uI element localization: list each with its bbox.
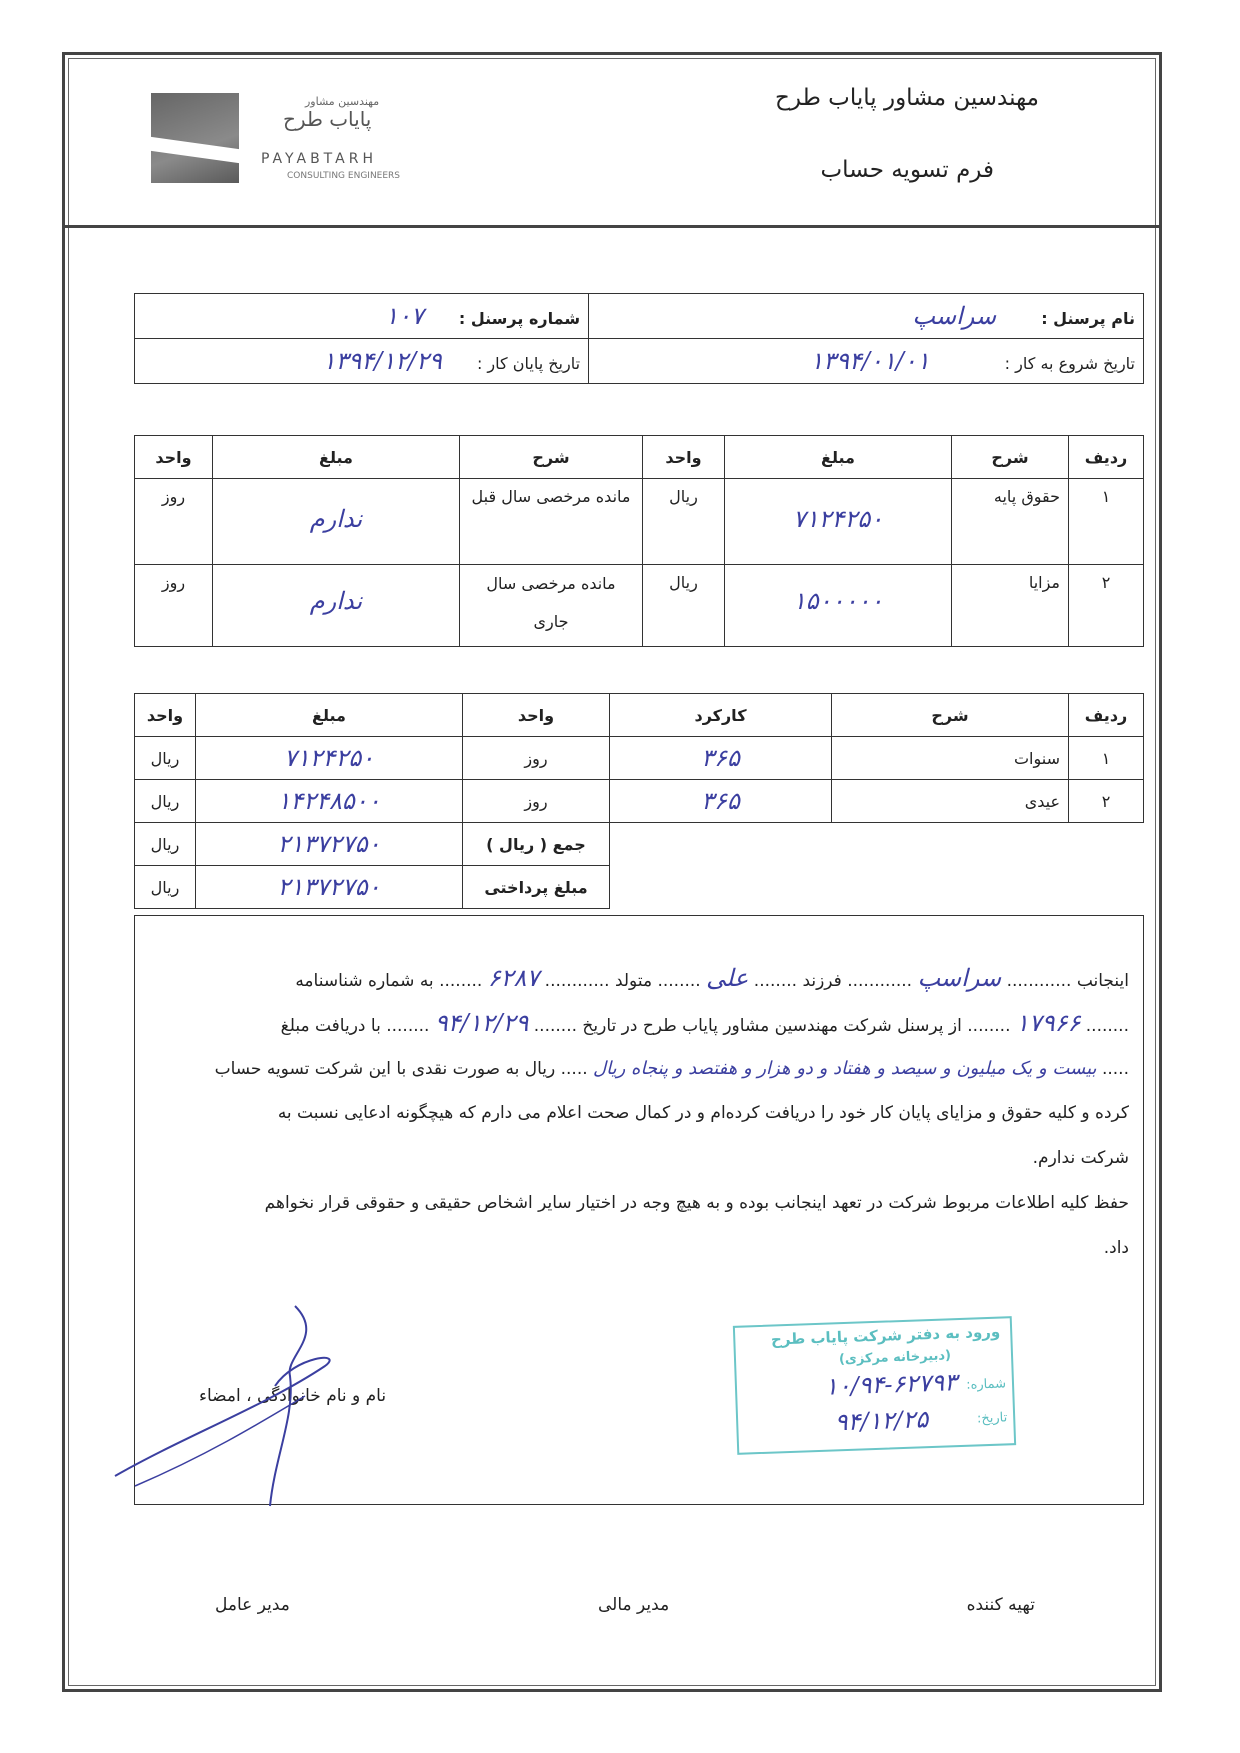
- row-amount2: ندارم: [309, 505, 363, 533]
- birth-cert-no: ۶۲۸۷: [487, 964, 540, 992]
- col-header: شرح: [952, 436, 1069, 479]
- personnel-no-value: ۱۰۷: [385, 302, 424, 330]
- statement-box: [134, 915, 1144, 1505]
- row-unit2: ریال: [135, 780, 196, 823]
- personnel-no-label: شماره پرسنل :: [458, 309, 581, 328]
- statement-line-2: ........ ۱۷۹۶۶ ........ از پرسنل شرکت مهندسین مشاور پایاب طرح در تاریخ ........ ۹۴/۱۲/۲۹ ........ با دریافت مبلغ: [280, 1009, 1129, 1037]
- signature-icon: [95, 1296, 435, 1516]
- row-amount: ۷۱۲۴۲۵۰: [196, 737, 463, 780]
- salary-leave-table: [134, 435, 1144, 647]
- row-desc2: مانده مرخصی سال قبل: [460, 479, 643, 565]
- row-number: ۲: [1069, 780, 1144, 823]
- stamp-line-2: (دبیرخانه مرکزی): [838, 1348, 952, 1368]
- table-row: [135, 780, 1144, 823]
- signature-label: نام و نام خانوادگی ، امضاء: [199, 1386, 387, 1406]
- text: ریال به صورت نقدی با این شرکت تسویه حساب: [214, 1059, 556, 1079]
- name-value: سراسپ: [912, 302, 997, 330]
- logo-fa-small: مهندسین مشاور: [305, 95, 380, 108]
- col-header: واحد: [135, 436, 213, 479]
- col-header: ردیف: [1069, 694, 1144, 737]
- payment-unit: ریال: [135, 866, 196, 909]
- statement-line-5: شرکت ندارم.: [1032, 1148, 1129, 1168]
- text: فرزند: [802, 971, 842, 991]
- statement-line-3: ..... بیست و یک میلیون و سیصد و هفتاد و دو هزار و هفتصد و پنجاه ریال ..... ریال به صورت نقدی با این شرکت تسویه حساب: [214, 1058, 1129, 1079]
- col-header: مبلغ: [196, 694, 463, 737]
- statement-line-7: داد.: [1103, 1238, 1129, 1258]
- stamp-number-value: ۱۰/۹۴-۶۲۷۹۳: [824, 1368, 958, 1401]
- statement-line-4: کرده و کلیه حقوق و مزایای پایان کار خود را دریافت کرده‌ام و در کمال صحت اعلام می دارم که هیچگونه ادعایی نسبت به: [277, 1103, 1129, 1123]
- personnel-info-table: [134, 293, 1144, 384]
- text: با دریافت مبلغ: [280, 1016, 381, 1036]
- row-unit: روز: [463, 737, 610, 780]
- row-work: ۳۶۵: [610, 780, 832, 823]
- row-unit: روز: [463, 780, 610, 823]
- row-number: ۱: [1069, 737, 1144, 780]
- text: اینجانب: [1076, 971, 1129, 991]
- col-header: واحد: [643, 436, 725, 479]
- payment-row: [135, 866, 1144, 909]
- table-row: [135, 565, 1144, 647]
- row-amount2: ندارم: [309, 587, 363, 615]
- col-header: مبلغ: [213, 436, 460, 479]
- start-date-value: ۱۳۹۴/۰۱/۰۱: [810, 347, 930, 375]
- statement-line-1: اینجانب ............ سراسپ ............ فرزند ........ علی ........ متولد ............ ۶۲۸۷ ........ به شماره شناسنامه: [295, 964, 1129, 992]
- amount-in-words: بیست و یک میلیون و سیصد و هفتاد و دو هزار و هفتصد و پنجاه ریال: [593, 1058, 1097, 1079]
- col-header: ردیف: [1069, 436, 1144, 479]
- row-desc: عیدی: [832, 780, 1069, 823]
- col-header: واحد: [463, 694, 610, 737]
- statement-line-6: حفظ کلیه اطلاعات مربوط شرکت در تعهد اینجانب بوده و به هیچ وجه در اختیار سایر اشخاص حقیقی و حقوقی قرار نخواهم: [264, 1193, 1129, 1213]
- form-header: [65, 55, 1159, 228]
- row-work: ۳۶۵: [610, 737, 832, 780]
- id-number: ۱۷۹۶۶: [1015, 1009, 1081, 1037]
- sum-value: ۲۱۳۷۲۷۵۰: [196, 823, 463, 866]
- secretariat-stamp: [733, 1316, 1016, 1455]
- row-number: ۱: [1069, 479, 1144, 565]
- row-amount: ۷۱۲۴۲۵۰: [792, 505, 884, 533]
- col-header: واحد: [135, 694, 196, 737]
- text: متولد: [614, 971, 653, 991]
- row-unit2: ریال: [135, 737, 196, 780]
- row-number: ۲: [1069, 565, 1144, 647]
- row-desc2: مانده مرخصی سال جاری: [460, 565, 643, 647]
- logo-fa: پایاب طرح: [283, 107, 372, 131]
- form-title: فرم تسویه حساب: [820, 157, 994, 183]
- table-row: [135, 737, 1144, 780]
- stamp-number-label: شماره:: [965, 1376, 1007, 1393]
- row-amount: ۱۴۲۴۸۵۰۰: [196, 780, 463, 823]
- col-header: مبلغ: [725, 436, 952, 479]
- ceo: مدیر عامل: [215, 1595, 290, 1615]
- text: از پرسنل شرکت مهندسین مشاور پایاب طرح در تاریخ: [582, 1016, 962, 1036]
- payment-label: مبلغ پرداختی: [463, 866, 610, 909]
- prepared-by: تهیه کننده: [966, 1595, 1035, 1615]
- row-unit: ریال: [643, 565, 725, 647]
- father-name: علی: [706, 964, 749, 992]
- sum-label: جمع ( ریال ): [463, 823, 610, 866]
- employee-name: سراسپ: [917, 964, 1002, 992]
- row-unit: ریال: [643, 479, 725, 565]
- row-desc: حقوق پایه: [952, 479, 1069, 565]
- col-header: شرح: [832, 694, 1069, 737]
- finance-manager: مدیر مالی: [598, 1595, 670, 1615]
- sum-unit: ریال: [135, 823, 196, 866]
- end-date-value: ۱۳۹۴/۱۲/۲۹: [322, 347, 442, 375]
- logo-en-sub: CONSULTING ENGINEERS: [287, 171, 401, 181]
- stamp-line-1: ورود به دفتر شرکت پایاب طرح: [770, 1322, 1001, 1349]
- end-date-label: تاریخ پایان کار :: [476, 354, 581, 373]
- settlement-date: ۹۴/۱۲/۲۹: [434, 1009, 529, 1037]
- settlement-table: [134, 693, 1144, 909]
- stamp-date-label: تاریخ:: [976, 1410, 1008, 1427]
- row-amount: ۱۵۰۰۰۰۰: [792, 587, 884, 615]
- row-unit2: روز: [135, 479, 213, 565]
- row-desc: مزایا: [952, 565, 1069, 647]
- text: به شماره شناسنامه: [295, 971, 434, 991]
- row-unit2: روز: [135, 565, 213, 647]
- stamp-date-value: ۹۴/۱۲/۲۵: [834, 1405, 929, 1437]
- col-header: کارکرد: [610, 694, 832, 737]
- payment-value: ۲۱۳۷۲۷۵۰: [196, 866, 463, 909]
- sum-row: [135, 823, 1144, 866]
- company-logo-icon: [151, 93, 239, 183]
- logo-en: PAYABTARH: [261, 151, 377, 167]
- row-desc: سنوات: [832, 737, 1069, 780]
- table-row: [135, 479, 1144, 565]
- name-label: نام پرسنل :: [1041, 309, 1135, 328]
- start-date-label: تاریخ شروع به کار :: [1004, 354, 1135, 373]
- col-header: شرح: [460, 436, 643, 479]
- company-name: مهندسین مشاور پایاب طرح: [775, 85, 1039, 111]
